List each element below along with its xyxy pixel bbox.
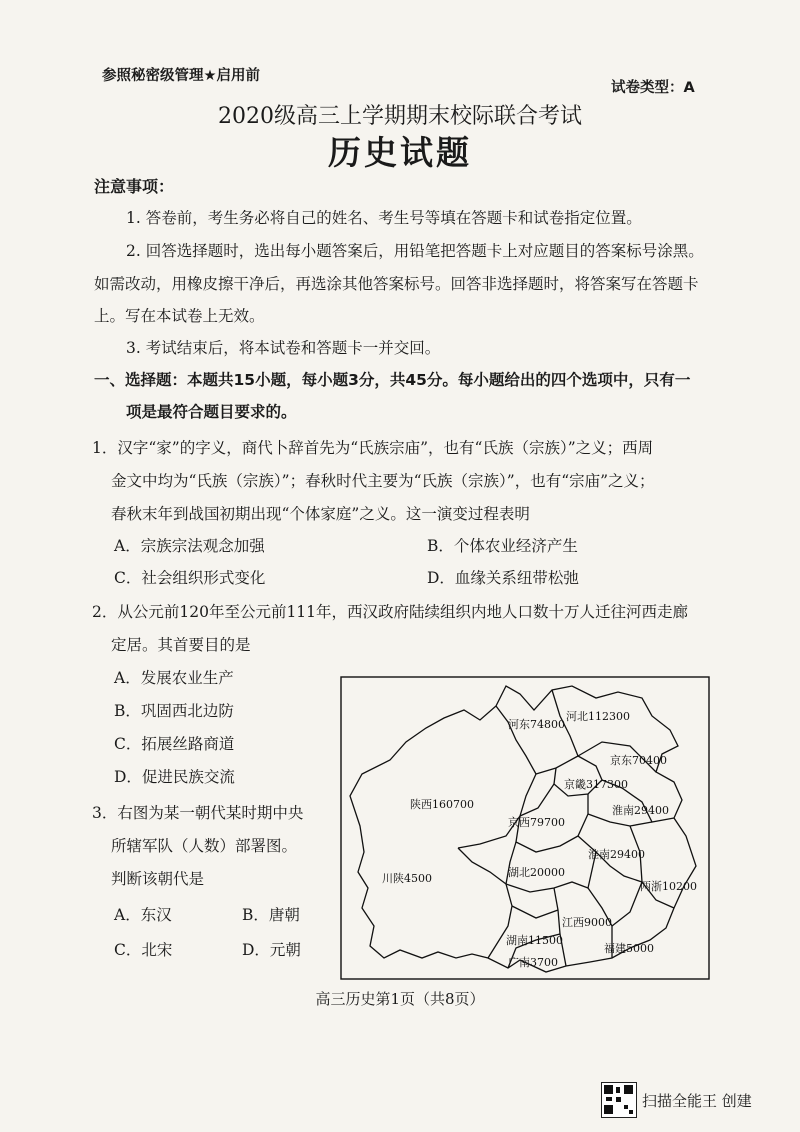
map-label-shaanxi: 陕西160700	[410, 798, 474, 811]
map-label-jingxi: 京西79700	[508, 816, 565, 829]
map-label-hebei: 河北112300	[566, 710, 630, 723]
q2-stem-line2: 定居。其首要目的是	[111, 636, 251, 654]
map-label-jiangxi: 江西9000	[562, 916, 612, 929]
map-label-jingji: 京畿317300	[564, 778, 628, 791]
page-number: 高三历史第1页（共8页）	[315, 990, 485, 1008]
map-label-hedong: 河东74800	[508, 718, 565, 731]
section-heading-cont: 项是最符合题目要求的。	[126, 403, 297, 421]
map-label-guangnan: 广南3700	[508, 956, 558, 969]
q2-option-d: D．促进民族交流	[114, 768, 235, 786]
qr-code-icon	[601, 1082, 637, 1118]
notice-heading: 注意事项：	[94, 177, 175, 196]
paper-type-label: 试卷类型：A	[611, 80, 695, 96]
q1-option-a: A．宗族宗法观念加强	[114, 537, 265, 555]
map-label-liangzhe: 两浙10200	[640, 880, 697, 893]
notice-item-2: 2. 回答选择题时，选出每小题答案后，用铅笔把答题卡上对应题目的答案标号涂黑。	[126, 242, 704, 260]
q3-option-d: D．元朝	[242, 941, 301, 959]
q3-stem-line2: 所辖军队（人数）部署图。	[111, 837, 298, 855]
map-label-fujian: 福建5000	[604, 942, 654, 955]
notice-item-2-cont: 如需改动，用橡皮擦干净后，再选涂其他答案标号。回答非选择题时，将答案写在答题卡	[94, 275, 699, 293]
map-labels	[382, 710, 697, 969]
scanner-watermark: 扫描全能王 创建	[642, 1092, 752, 1110]
q2-option-c: C．拓展丝路商道	[114, 735, 235, 753]
q1-stem-line2: 金文中均为“氏族（宗族）”；春秋时代主要为“氏族（宗族）”，也有“宗庙”之义；	[111, 472, 655, 490]
q2-option-b: B．巩固西北边防	[114, 702, 234, 720]
q3-option-a: A．东汉	[114, 906, 172, 924]
q1-stem-line1: 1．汉字“家”的字义，商代卜辞首先为“氏族宗庙”，也有“氏族（宗族）”之义；西周	[92, 439, 654, 457]
notice-item-2-cont2: 上。写在本试卷上无效。	[94, 307, 265, 325]
map-label-jingdong: 京东70400	[610, 754, 667, 767]
q3-stem-line3: 判断该朝代是	[111, 870, 205, 888]
notice-item-3: 3. 考试结束后，将本试卷和答题卡一并交回。	[126, 339, 441, 357]
map-label-hubei: 湖北20000	[508, 866, 565, 879]
notice-item-1: 1. 答卷前，考生务必将自己的姓名、考生号等填在答题卡和试卷指定位置。	[126, 209, 642, 227]
map-label-huainan-upper: 淮南29400	[612, 804, 669, 817]
q1-option-b: B．个体农业经济产生	[427, 537, 578, 555]
map-label-huainan-lower: 淮南29400	[588, 848, 645, 861]
map-label-chuanshan: 川陕4500	[382, 872, 432, 885]
q3-option-c: C．北宋	[114, 941, 173, 959]
q1-option-d: D．血缘关系纽带松弛	[427, 569, 579, 587]
q2-option-a: A．发展农业生产	[114, 669, 234, 687]
map-label-hunan: 湖南11500	[506, 934, 563, 947]
q3-stem-line1: 3．右图为某一朝代某时期中央	[92, 804, 304, 822]
confidential-label: 参照秘密级管理★启用前	[102, 68, 260, 84]
q3-option-b: B．唐朝	[242, 906, 300, 924]
exam-title: 2020级高三上学期期末校际联合考试	[218, 104, 582, 129]
subject-title: 历史试题	[328, 133, 472, 172]
q1-option-c: C．社会组织形式变化	[114, 569, 266, 587]
section-heading: 一、选择题：本题共15小题，每小题3分，共45分。每小题给出的四个选项中，只有一	[94, 371, 691, 389]
q1-stem-line3: 春秋末年到战国初期出现“个体家庭”之义。这一演变过程表明	[111, 505, 530, 523]
q2-stem-line1: 2．从公元前120年至公元前111年，西汉政府陆续组织内地人口数十万人迁往河西走廊	[92, 603, 689, 621]
army-deployment-map	[340, 676, 710, 980]
